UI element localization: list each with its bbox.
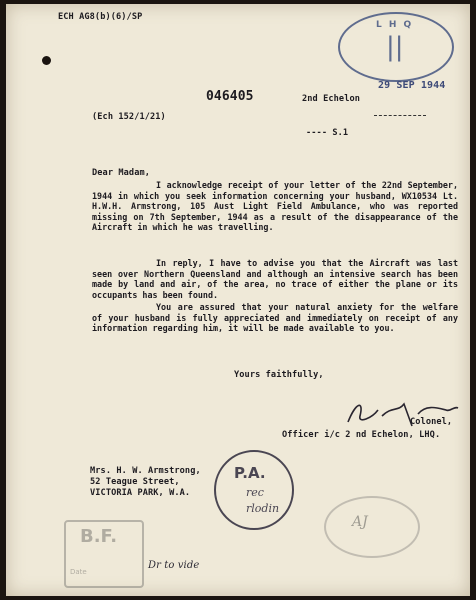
divider — [374, 115, 426, 116]
handwritten-note: Dr to vide — [148, 560, 200, 571]
faint-oval-stamp: AJ — [324, 496, 420, 558]
lhq-received-stamp: L H Q || — [338, 12, 454, 82]
received-date: 29 SEP 1944 — [378, 80, 446, 91]
salutation: Dear Madam, — [92, 168, 151, 178]
document-number: 046405 — [206, 89, 254, 104]
paragraph-1: I acknowledge receipt of your letter of the 22nd September, 1944 in which you seek information concerning your husband, WX10534 Lt. H.W.H. Armstrong, 105 Aust Light Field Ambulance, who was reported missing on 7th September, 1944 as a result of the disappearance of the Aircraft in which he was travelling. — [92, 180, 458, 233]
paragraph-3: You are assured that your natural anxiety for the welfare of your husband is fully appreciated and immediately on receipt of any information regarding him, it will be made available to you. — [92, 302, 458, 334]
office-name: 2nd Echelon — [302, 94, 361, 104]
file-reference: ECH AG8(b)(6)/SP — [58, 12, 143, 22]
recipient-street: 52 Teague Street, — [90, 477, 180, 487]
section-ref: ---- S.1 — [306, 128, 349, 138]
recipient-name: Mrs. H. W. Armstrong, — [90, 466, 201, 476]
ech-reference: (Ech 152/1/21) — [92, 112, 166, 122]
letter-page — [6, 4, 470, 596]
pa-stamp: P.A. rec rlodin — [214, 450, 294, 530]
paragraph-2: In reply, I have to advise you that the Aircraft was last seen over Northern Queensland and although an intensive search has been made by land and air, of the area, no trace of either the plane or its occupants has been found. — [92, 258, 458, 300]
box-stamp: B.F. Date — [64, 520, 144, 588]
punch-hole — [42, 56, 51, 65]
recipient-suburb: VICTORIA PARK, W.A. — [90, 488, 191, 498]
signatory-title: Officer i/c 2 nd Echelon, LHQ. — [282, 430, 441, 440]
signatory-rank: Colonel, — [410, 417, 453, 427]
closing: Yours faithfully, — [234, 370, 324, 380]
